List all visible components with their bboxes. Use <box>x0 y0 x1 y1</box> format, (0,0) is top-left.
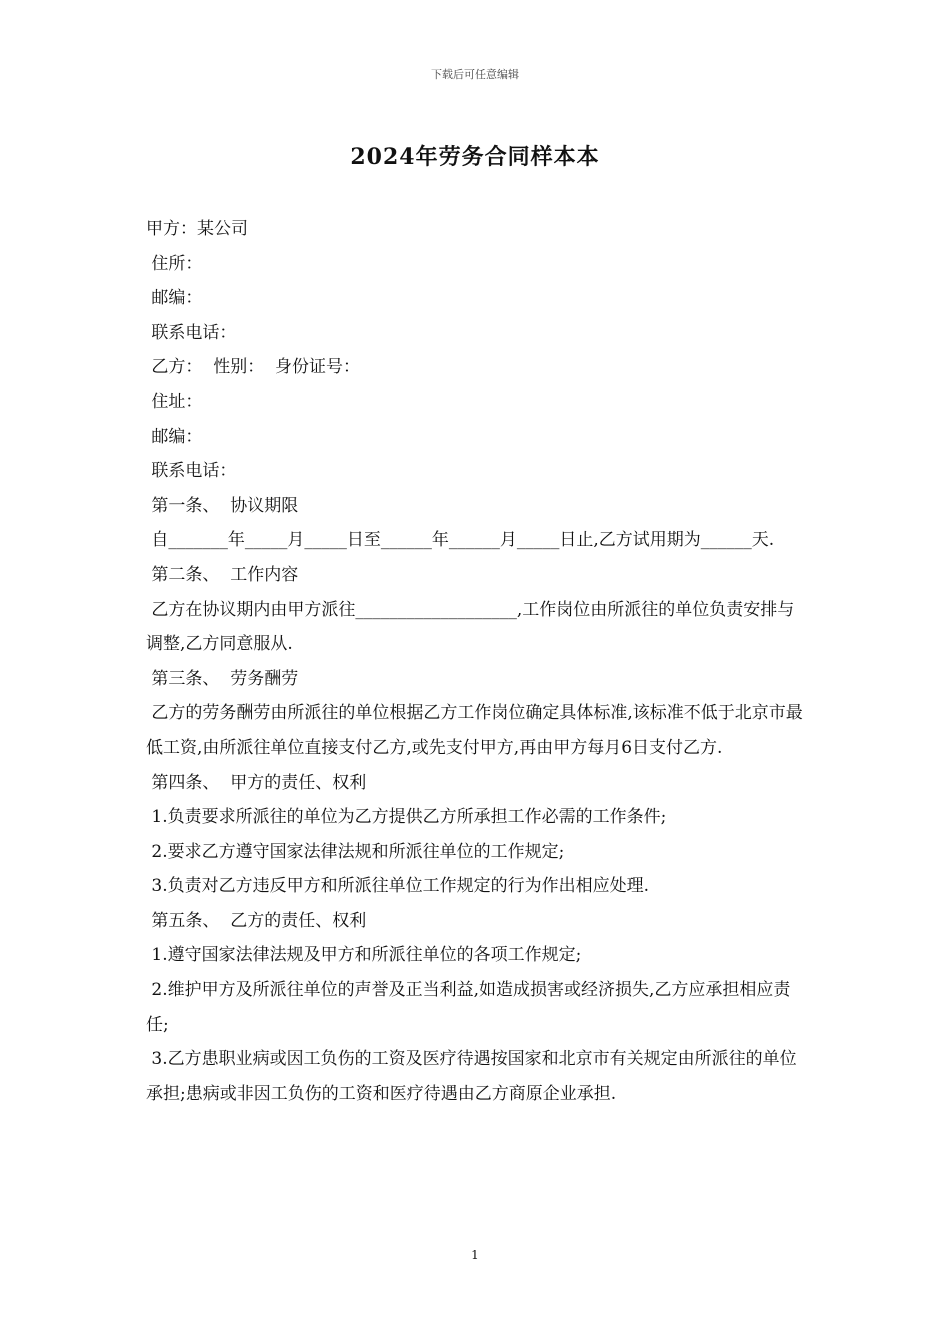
party-b-line: 乙方： 性别： 身份证号： <box>146 357 361 378</box>
article-2-text: 乙方在协议期内由甲方派往___________________,工作岗位由所派往的单位负责安排与调整,乙方同意服从. <box>146 599 795 655</box>
article-5-item-3: 3.乙方患职业病或因工负伤的工资及医疗待遇按国家和北京市有关规定由所派往的单位承担;患病或非因工负伤的工资和医疗待遇由乙方商原企业承担. <box>146 1049 797 1104</box>
article-5-heading: 第五条、 乙方的责任、权利 <box>146 910 367 931</box>
article-1-text: 自_______年_____月_____日至______年______月_____日止,乙方试用期为______天. <box>146 530 775 551</box>
contract-body <box>146 212 808 1111</box>
page-number: 1 <box>471 1248 479 1262</box>
header-note: 下载后可任意编辑 <box>431 68 519 81</box>
party-a-phone: 联系电话： <box>146 322 237 343</box>
article-3-text: 乙方的劳务酬劳由所派往的单位根据乙方工作岗位确定具体标准,该标准不低于北京市最低工资,由所派往单位直接支付乙方,或先支付甲方,再由甲方每月6日支付乙方. <box>146 703 803 758</box>
article-4-item-2: 2.要求乙方遵守国家法律法规和所派往单位的工作规定; <box>146 841 565 862</box>
article-3-heading: 第三条、 劳务酬劳 <box>146 668 299 689</box>
article-5-item-2: 2.维护甲方及所派往单位的声誉及正当利益,如造成损害或经济损失,乙方应承担相应责任; <box>146 980 791 1035</box>
party-a-address: 住所： <box>146 253 203 274</box>
article-4-item-1: 1.负责要求所派往的单位为乙方提供乙方所承担工作必需的工作条件; <box>146 807 667 828</box>
article-4-item-3: 3.负责对乙方违反甲方和所派往单位工作规定的行为作出相应处理. <box>146 876 650 897</box>
party-a-line: 甲方：某公司 <box>146 219 248 239</box>
article-1-heading: 第一条、 协议期限 <box>146 495 299 516</box>
party-a-postcode: 邮编： <box>146 288 203 309</box>
article-2-heading: 第二条、 工作内容 <box>146 564 299 585</box>
party-b-address: 住址： <box>146 391 203 412</box>
document-title: 2024年劳务合同样本本 <box>350 144 600 170</box>
party-b-postcode: 邮编： <box>146 426 203 447</box>
article-5-item-1: 1.遵守国家法律法规及甲方和所派往单位的各项工作规定; <box>146 945 582 966</box>
article-4-heading: 第四条、 甲方的责任、权利 <box>146 772 367 793</box>
party-b-phone: 联系电话： <box>146 461 237 482</box>
